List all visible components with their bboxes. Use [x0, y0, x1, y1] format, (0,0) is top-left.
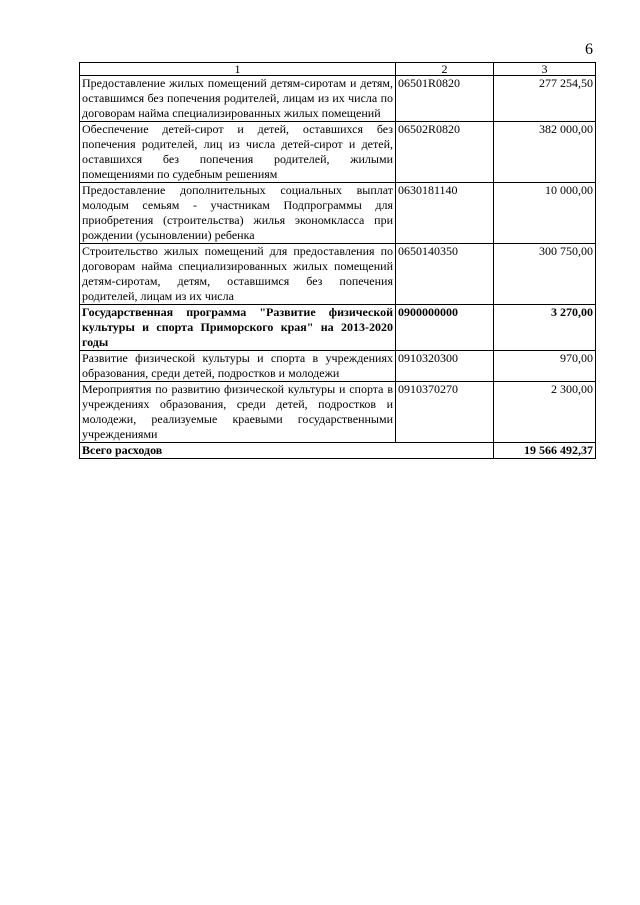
page-number: 6 — [585, 41, 593, 58]
row-name: Строительство жилых помещений для предоставления по договорам найма специализированных жилых помещений детям-сиротам, детям, оставшимся без попечения родителей, лицам из их числа — [80, 244, 396, 305]
table-total-row — [80, 443, 596, 459]
table-row — [80, 244, 596, 305]
row-name: Развитие физической культуры и спорта в учреждениях образования, среди детей, подростков и молодежи — [80, 351, 396, 382]
row-code: 0650140350 — [396, 244, 494, 305]
row-code: 06501R0820 — [396, 76, 494, 122]
row-code: 0910320300 — [396, 351, 494, 382]
row-amount: 10 000,00 — [494, 183, 596, 244]
column-header-amount: 3 — [494, 63, 596, 76]
table-row — [80, 122, 596, 183]
row-name: Обеспечение детей-сирот и детей, оставшихся без попечения родителей, лиц из числа детей-сирот и детей, оставшихся без попечения родителей, жилыми помещениями по судебным решениям — [80, 122, 396, 183]
table-row — [80, 351, 596, 382]
row-name: Мероприятия по развитию физической культуры и спорта в учреждениях образования, среди детей, подростков и молодежи, реализуемые краевыми государственными учреждениями — [80, 382, 396, 443]
table-header-row — [80, 63, 596, 76]
table-row-program — [80, 305, 596, 351]
row-amount: 300 750,00 — [494, 244, 596, 305]
row-code: 06502R0820 — [396, 122, 494, 183]
row-amount: 277 254,50 — [494, 76, 596, 122]
row-code: 0910370270 — [396, 382, 494, 443]
row-name: Государственная программа "Развитие физической культуры и спорта Приморского края" на 2013-2020 годы — [80, 305, 396, 351]
column-header-code: 2 — [396, 63, 494, 76]
row-name: Предоставление жилых помещений детям-сиротам и детям, оставшимся без попечения родителей, лицам из их числа по договорам найма специализированных жилых помещений — [80, 76, 396, 122]
row-code: 0900000000 — [396, 305, 494, 351]
total-label: Всего расходов — [80, 443, 494, 459]
table-row — [80, 183, 596, 244]
row-amount: 3 270,00 — [494, 305, 596, 351]
row-amount: 970,00 — [494, 351, 596, 382]
row-code: 0630181140 — [396, 183, 494, 244]
total-amount: 19 566 492,37 — [494, 443, 596, 459]
column-header-name: 1 — [80, 63, 396, 76]
row-amount: 2 300,00 — [494, 382, 596, 443]
row-name: Предоставление дополнительных социальных выплат молодым семьям - участникам Подпрограммы для приобретения (строительства) жилья экономкласса при рождении (усыновлении) ребенка — [80, 183, 396, 244]
table-row — [80, 382, 596, 443]
table-row — [80, 76, 596, 122]
row-amount: 382 000,00 — [494, 122, 596, 183]
expenditure-table — [79, 62, 596, 459]
